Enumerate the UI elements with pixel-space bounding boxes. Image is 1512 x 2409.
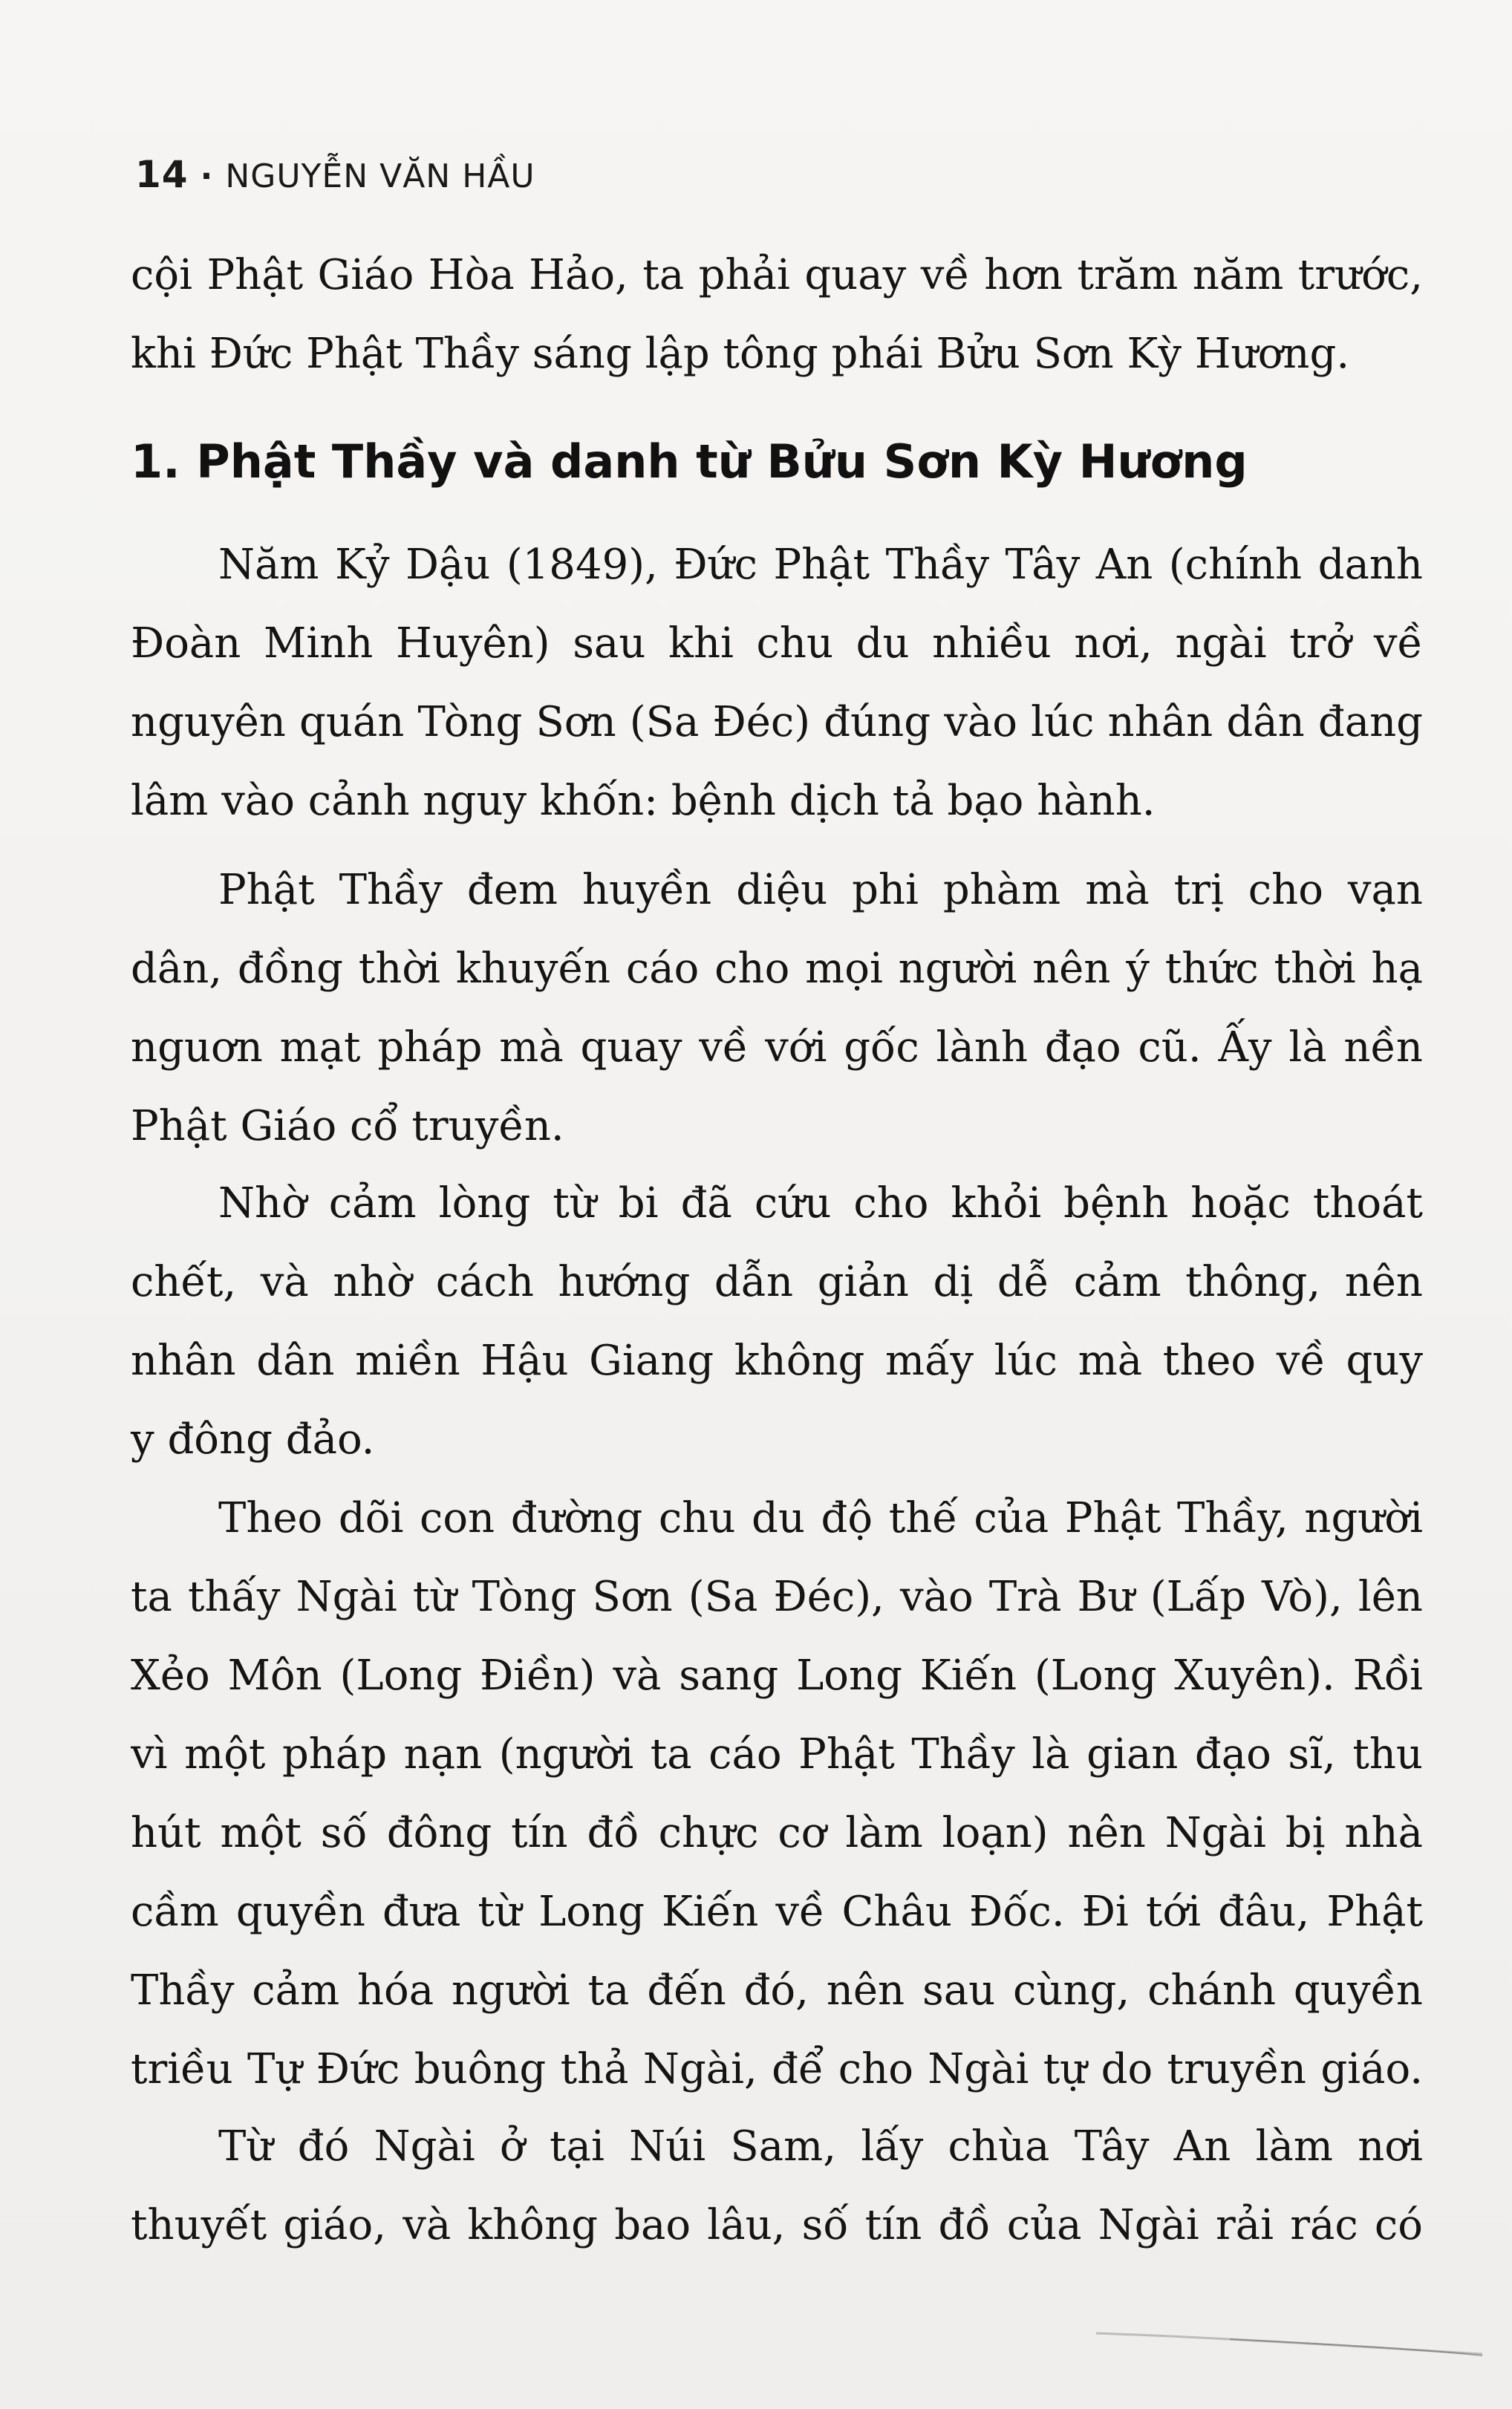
text-line: nguyên quán Tòng Sơn (Sa Đéc) đúng vào lúc nhân dân đang bbox=[131, 698, 1423, 746]
text-line: chết, và nhờ cách hướng dẫn giản dị dễ cảm thông, nên bbox=[131, 1258, 1423, 1306]
scan-edge-smudge bbox=[1096, 2327, 1482, 2357]
text-line: Phật Thầy đem huyền diệu phi phàm mà trị cho vạn bbox=[218, 866, 1423, 914]
text-line: nguơn mạt pháp mà quay về với gốc lành đạo cũ. Ấy là nền bbox=[131, 1023, 1423, 1072]
text-line: thuyết giáo, và không bao lâu, số tín đồ của Ngài rải rác có bbox=[131, 2201, 1423, 2249]
text-line: dân, đồng thời khuyến cáo cho mọi người nên ý thức thời hạ bbox=[131, 945, 1423, 993]
text-line: nhân dân miền Hậu Giang không mấy lúc mà theo về quy bbox=[131, 1337, 1423, 1385]
text-line: khi Đức Phật Thầy sáng lập tông phái Bửu Sơn Kỳ Hương. bbox=[131, 330, 1350, 378]
text-line: Từ đó Ngài ở tại Núi Sam, lấy chùa Tây An làm nơi bbox=[218, 2122, 1423, 2171]
running-header bbox=[135, 153, 535, 196]
text-line: Năm Kỷ Dậu (1849), Đức Phật Thầy Tây An (chính danh bbox=[218, 541, 1423, 589]
paragraph-1 bbox=[131, 526, 1423, 841]
header-separator: · bbox=[200, 157, 214, 195]
text-line: Đoàn Minh Huyên) sau khi chu du nhiều nơi, ngài trở về bbox=[131, 619, 1423, 668]
paragraph-2 bbox=[131, 851, 1423, 1166]
text-line: vì một pháp nạn (người ta cáo Phật Thầy là gian đạo sĩ, thu bbox=[131, 1730, 1423, 1779]
text-line: cầm quyền đưa từ Long Kiến về Châu Đốc. Đi tới đâu, Phật bbox=[131, 1888, 1423, 1936]
text-line: triều Tự Đức buông thả Ngài, để cho Ngài tự do truyền giáo. bbox=[131, 2045, 1423, 2093]
text-line: Thầy cảm hóa người ta đến đó, nên sau cùng, chánh quyền bbox=[131, 1966, 1423, 2015]
paragraph-4 bbox=[131, 1479, 1423, 2109]
text-line: Nhờ cảm lòng từ bi đã cứu cho khỏi bệnh hoặc thoát bbox=[218, 1179, 1423, 1228]
text-line: y đông đảo. bbox=[131, 1415, 375, 1464]
text-line: Phật Giáo cổ truyền. bbox=[131, 1102, 564, 1150]
section-heading: 1. Phật Thầy và danh từ Bửu Sơn Kỳ Hương bbox=[131, 434, 1248, 489]
text-line: lâm vào cảnh nguy khốn: bệnh dịch tả bạo hành. bbox=[131, 777, 1156, 825]
text-line: ta thấy Ngài từ Tòng Sơn (Sa Đéc), vào Trà Bư (Lấp Vò), lên bbox=[131, 1573, 1423, 1621]
text-line: cội Phật Giáo Hòa Hảo, ta phải quay về hơn trăm năm trước, bbox=[131, 251, 1423, 299]
paragraph-5 bbox=[131, 2108, 1423, 2265]
paragraph-3 bbox=[131, 1164, 1423, 1479]
page-number: 14 bbox=[135, 153, 189, 196]
text-line: Theo dõi con đường chu du độ thế của Phật Thầy, người bbox=[218, 1494, 1423, 1542]
text-line: hút một số đông tín đồ chực cơ làm loạn) nên Ngài bị nhà bbox=[131, 1809, 1423, 1857]
author-name: NGUYỄN VĂN HẦU bbox=[225, 157, 535, 195]
intro-continuation bbox=[131, 236, 1423, 394]
text-line: Xẻo Môn (Long Điền) và sang Long Kiến (Long Xuyên). Rồi bbox=[131, 1652, 1423, 1700]
